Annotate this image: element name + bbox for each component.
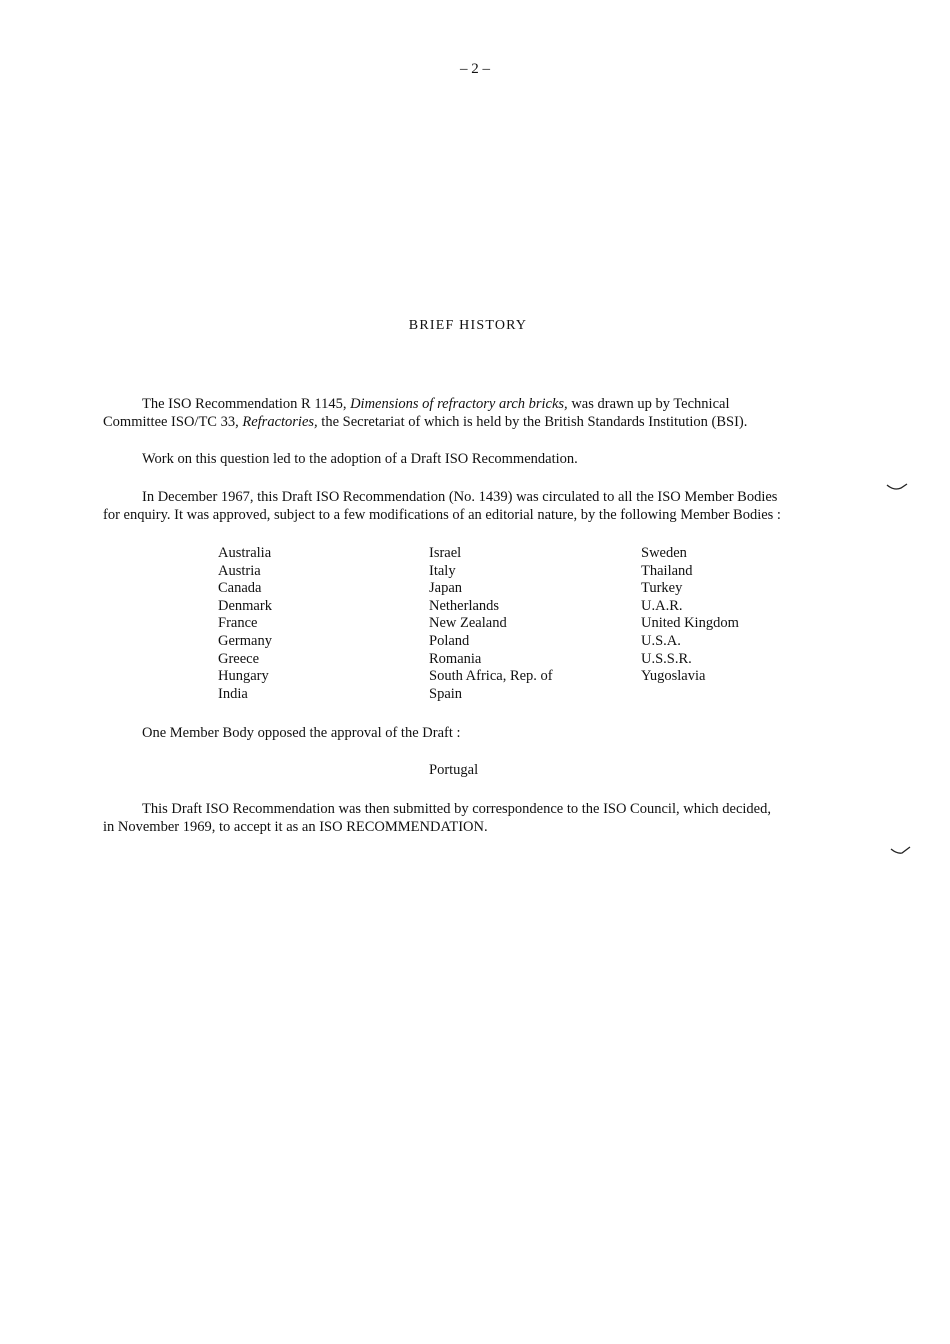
adoption-text: Work on this question led to the adoption of a Draft ISO Recommendation. (142, 451, 578, 467)
member-item: France (218, 615, 258, 632)
member-item: United Kingdom (641, 615, 739, 632)
member-item: Greece (218, 650, 260, 667)
member-column-1 (218, 545, 272, 703)
origin-text-1: The ISO Recommendation R 1145, (142, 396, 351, 412)
section-heading: BRIEF HISTORY (408, 318, 528, 333)
member-item: Germany (218, 632, 272, 649)
member-item: Thailand (641, 562, 693, 579)
member-item: Israel (429, 545, 462, 561)
member-item: Japan (429, 580, 463, 597)
opposition-text: One Member Body opposed the approval of the Draft : (142, 725, 461, 741)
page-number: – 2 – (460, 61, 490, 77)
member-column-3 (641, 545, 739, 686)
member-item: U.S.A. (641, 632, 681, 649)
member-item: Sweden (641, 545, 687, 561)
member-item: South Africa, Rep. of (429, 668, 553, 685)
acceptance-line-2: in November 1969, to accept it as an ISO RECOMMENDATION. (103, 819, 488, 835)
member-item: Romania (429, 650, 482, 667)
origin-text-4: the Secretariat of which is held by the British Standards Institution (BSI). (317, 414, 748, 430)
acceptance-line-1: This Draft ISO Recommendation was then submitted by correspondence to the ISO Council, which decided, (142, 801, 771, 817)
origin-text-2: was drawn up by Technical (567, 396, 730, 412)
member-item: India (218, 685, 248, 702)
member-item: U.A.R. (641, 597, 683, 614)
member-column-2 (429, 545, 553, 703)
member-item: Spain (429, 685, 463, 702)
paragraph-origin (103, 395, 863, 431)
paragraph-adoption (103, 450, 863, 468)
member-item: Denmark (218, 597, 272, 614)
enquiry-line-1: In December 1967, this Draft ISO Recommendation (No. 1439) was circulated to all the ISO Member Bodies (142, 489, 778, 505)
member-item: Hungary (218, 668, 269, 685)
committee-name: Refractories, (242, 414, 318, 430)
margin-check-mark-icon (886, 482, 908, 492)
recommendation-title: Dimensions of refractory arch bricks, (350, 396, 568, 412)
member-item: New Zealand (429, 615, 507, 632)
member-item: Canada (218, 580, 262, 597)
member-item: Poland (429, 632, 470, 649)
member-item: Turkey (641, 580, 683, 597)
member-item: U.S.S.R. (641, 650, 692, 667)
margin-check-mark-icon (890, 846, 912, 856)
member-item: Austria (218, 562, 261, 579)
member-item: Italy (429, 562, 456, 579)
paragraph-acceptance (103, 800, 863, 836)
opposing-member: Portugal (429, 762, 479, 778)
member-item: Netherlands (429, 597, 500, 614)
paragraph-opposition (103, 724, 863, 742)
member-item: Australia (218, 545, 272, 561)
enquiry-line-2: for enquiry. It was approved, subject to a few modifications of an editorial nature, by the following Member Bodies : (103, 507, 781, 523)
member-item: Yugoslavia (641, 668, 706, 685)
origin-text-3: Committee ISO/TC 33, (103, 414, 243, 430)
paragraph-enquiry (103, 488, 863, 524)
